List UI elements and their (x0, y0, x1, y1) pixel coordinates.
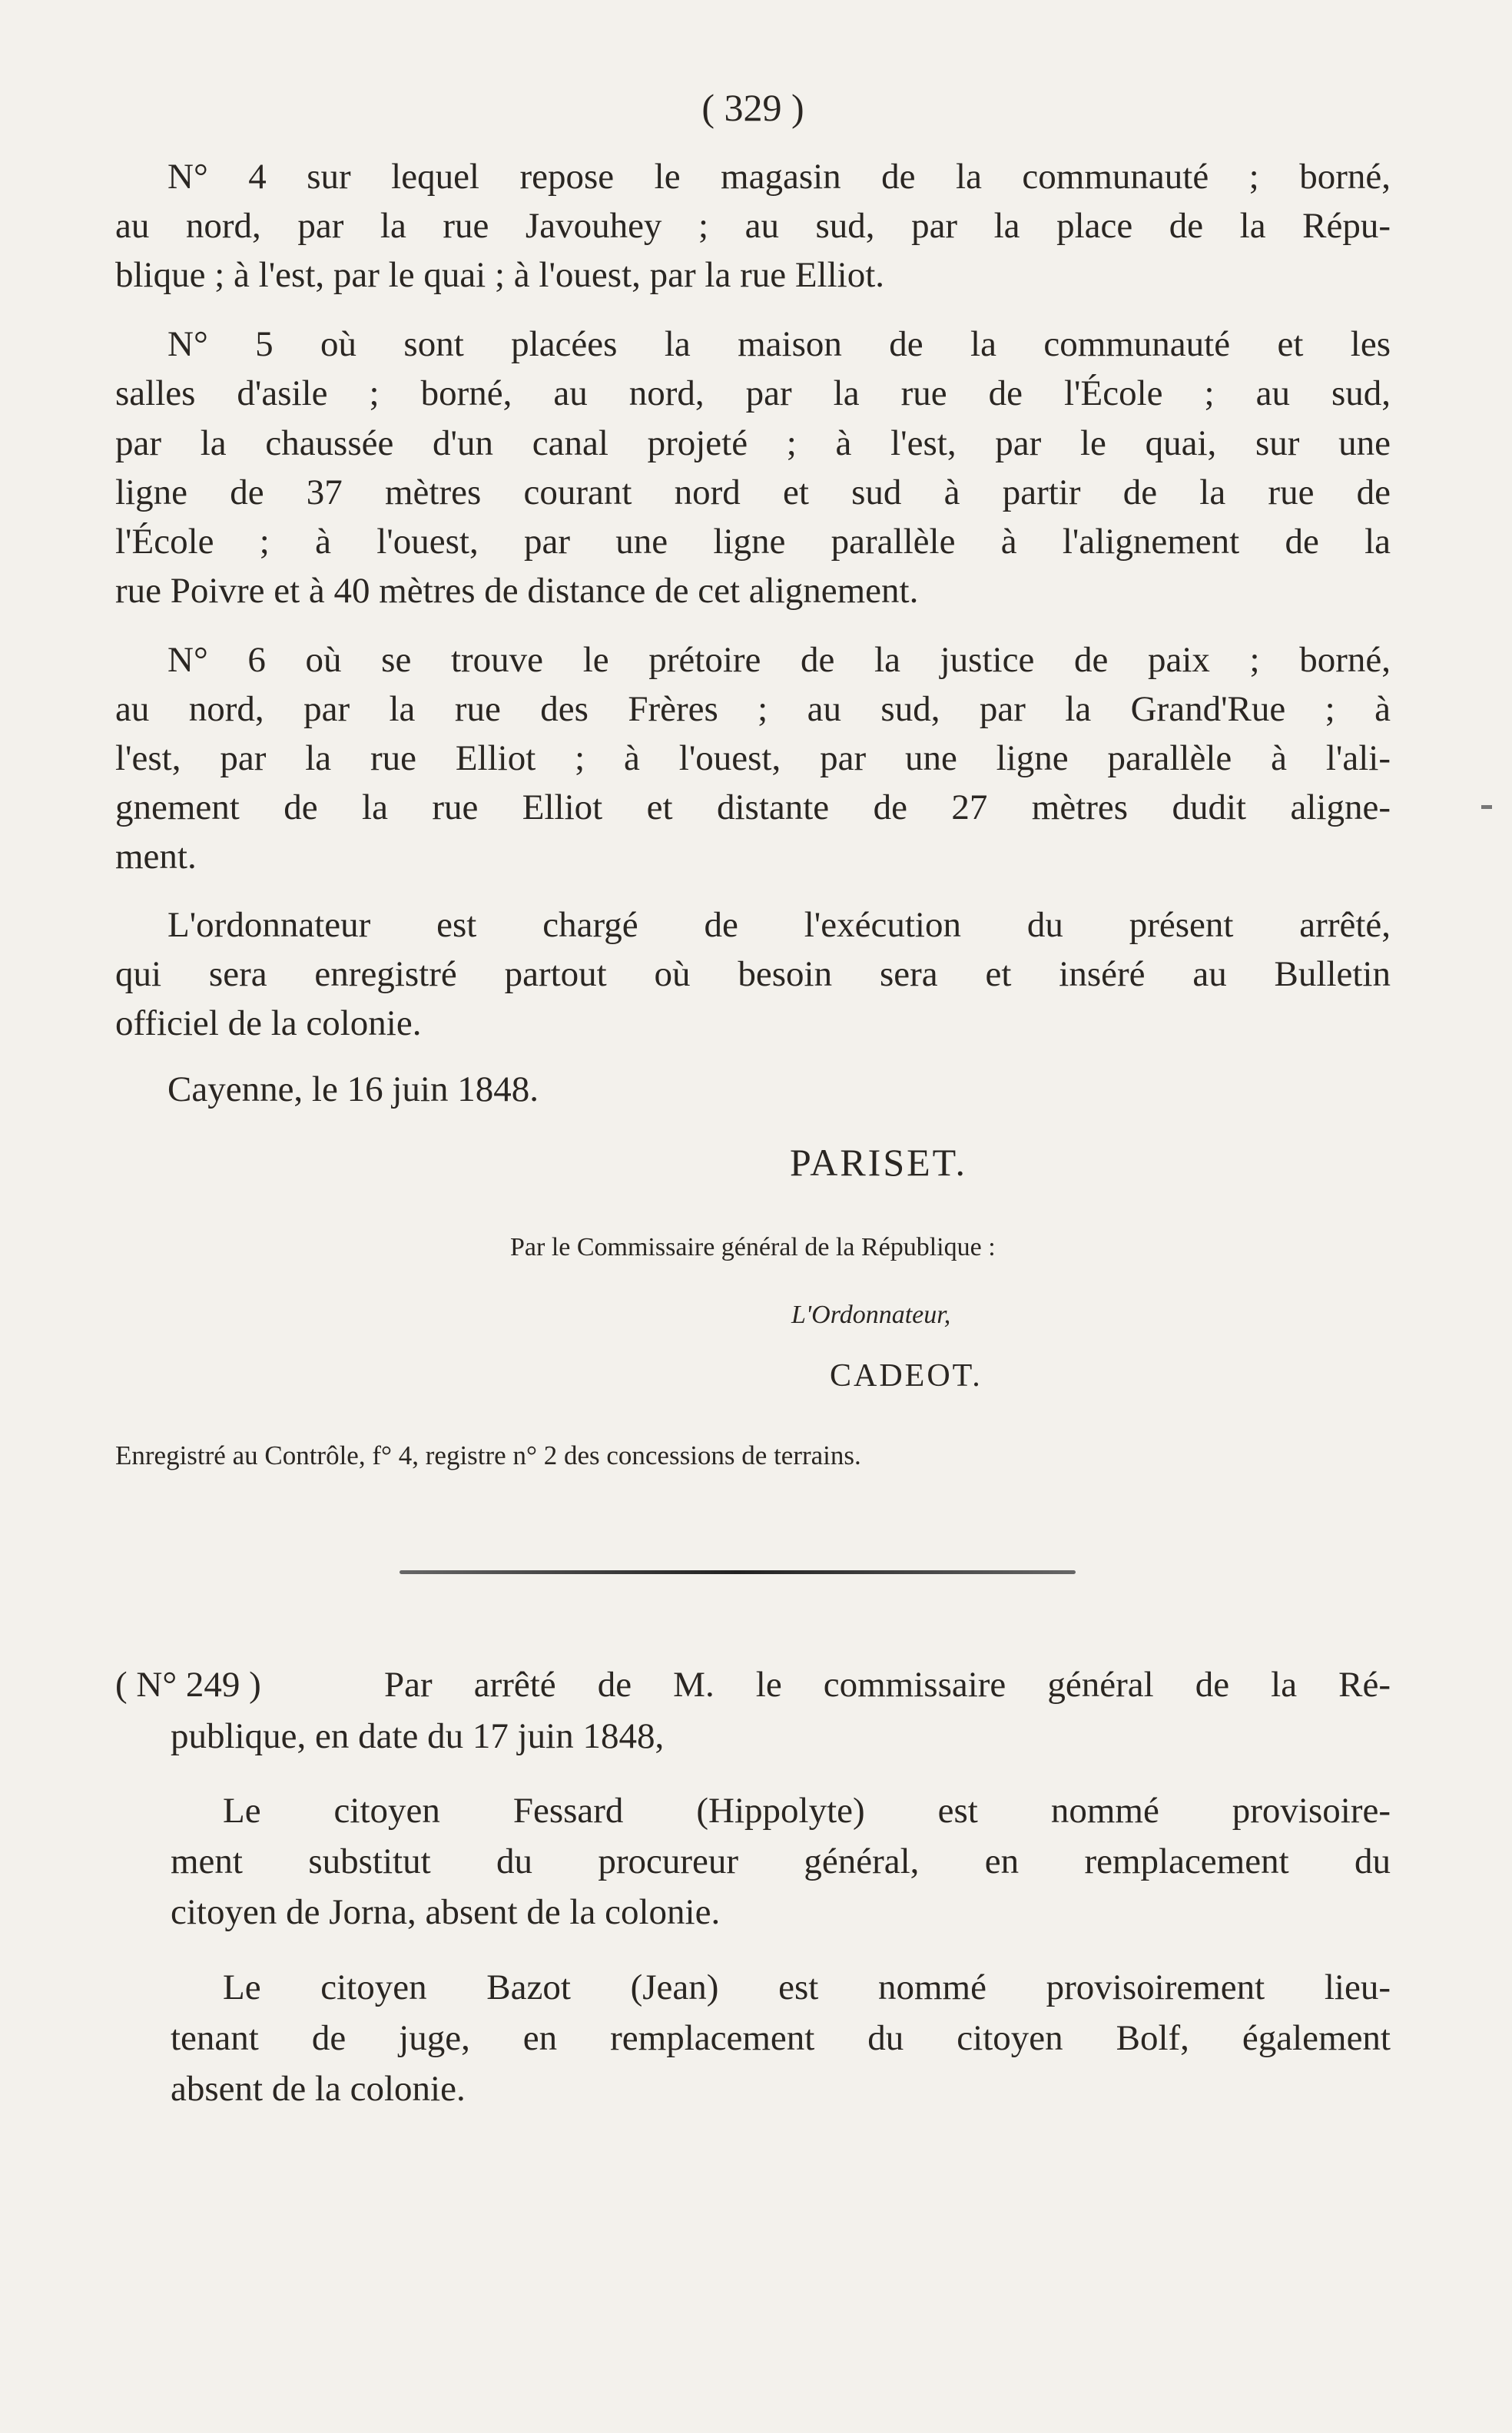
text-line: officiel de la colonie. (115, 1003, 422, 1043)
text-line: Le citoyen Bazot (Jean) est nommé provisoirement lieu- (223, 1967, 1391, 2007)
text-line: N° 5 où sont placées la maison de la communauté et les (167, 324, 1391, 364)
text-line: ligne de 37 mètres courant nord et sud à partir de la rue de (115, 472, 1391, 512)
text-line: Le citoyen Fessard (Hippolyte) est nommé provisoire- (223, 1791, 1391, 1831)
margin-mark (1481, 805, 1492, 809)
text-line: Par arrêté de M. le commissaire général de la Ré- (384, 1665, 1391, 1705)
text-line: qui sera enregistré partout où besoin sera et inséré au Bulletin (115, 954, 1391, 994)
text-line: L'ordonnateur est chargé de l'exécution du présent arrêté, (167, 905, 1391, 945)
text-line: N° 4 sur lequel repose le magasin de la communauté ; borné, (167, 157, 1391, 197)
text-line: gnement de la rue Elliot et distante de 27 mètres dudit aligne- (115, 787, 1391, 827)
text-line: absent de la colonie. (171, 2069, 466, 2109)
text-line: rue Poivre et à 40 mètres de distance de cet alignement. (115, 571, 919, 611)
text-line: citoyen de Jorna, absent de la colonie. (171, 1892, 721, 1932)
text-line: l'École ; à l'ouest, par une ligne parallèle à l'alignement de la (115, 522, 1391, 562)
text-line: au nord, par la rue Javouhey ; au sud, par la place de la Répu- (115, 206, 1391, 246)
signature-cadeot: CADEOT. (830, 1358, 983, 1394)
countersign-line: Par le Commissaire général de la République : (510, 1233, 996, 1261)
text-line: l'est, par la rue Elliot ; à l'ouest, par une ligne parallèle à l'ali- (115, 738, 1391, 778)
text-line: salles d'asile ; borné, au nord, par la rue de l'École ; au sud, (115, 373, 1391, 413)
date-line: Cayenne, le 16 juin 1848. (167, 1069, 539, 1109)
ordonnateur-title: L'Ordonnateur, (791, 1301, 951, 1329)
text-line: ment. (115, 837, 197, 877)
decree-number: ( N° 249 ) (115, 1665, 261, 1705)
signature-pariset: PARISET. (790, 1141, 968, 1184)
text-line: par la chaussée d'un canal projeté ; à l'est, par le quai, sur une (115, 423, 1391, 463)
text-line: tenant de juge, en remplacement du citoyen Bolf, également (171, 2018, 1391, 2058)
text-line: publique, en date du 17 juin 1848, (171, 1716, 665, 1756)
text-line: blique ; à l'est, par le quai ; à l'ouest, par la rue Elliot. (115, 255, 885, 295)
text-line: au nord, par la rue des Frères ; au sud, par la Grand'Rue ; à (115, 689, 1391, 729)
page-number: ( 329 ) (701, 86, 804, 129)
registration-note: Enregistré au Contrôle, f° 4, registre n° 2 des concessions de terrains. (115, 1440, 861, 1470)
text-line: N° 6 où se trouve le prétoire de la justice de paix ; borné, (167, 640, 1391, 680)
section-divider (400, 1570, 1076, 1574)
text-line: ment substitut du procureur général, en remplacement du (171, 1841, 1391, 1881)
